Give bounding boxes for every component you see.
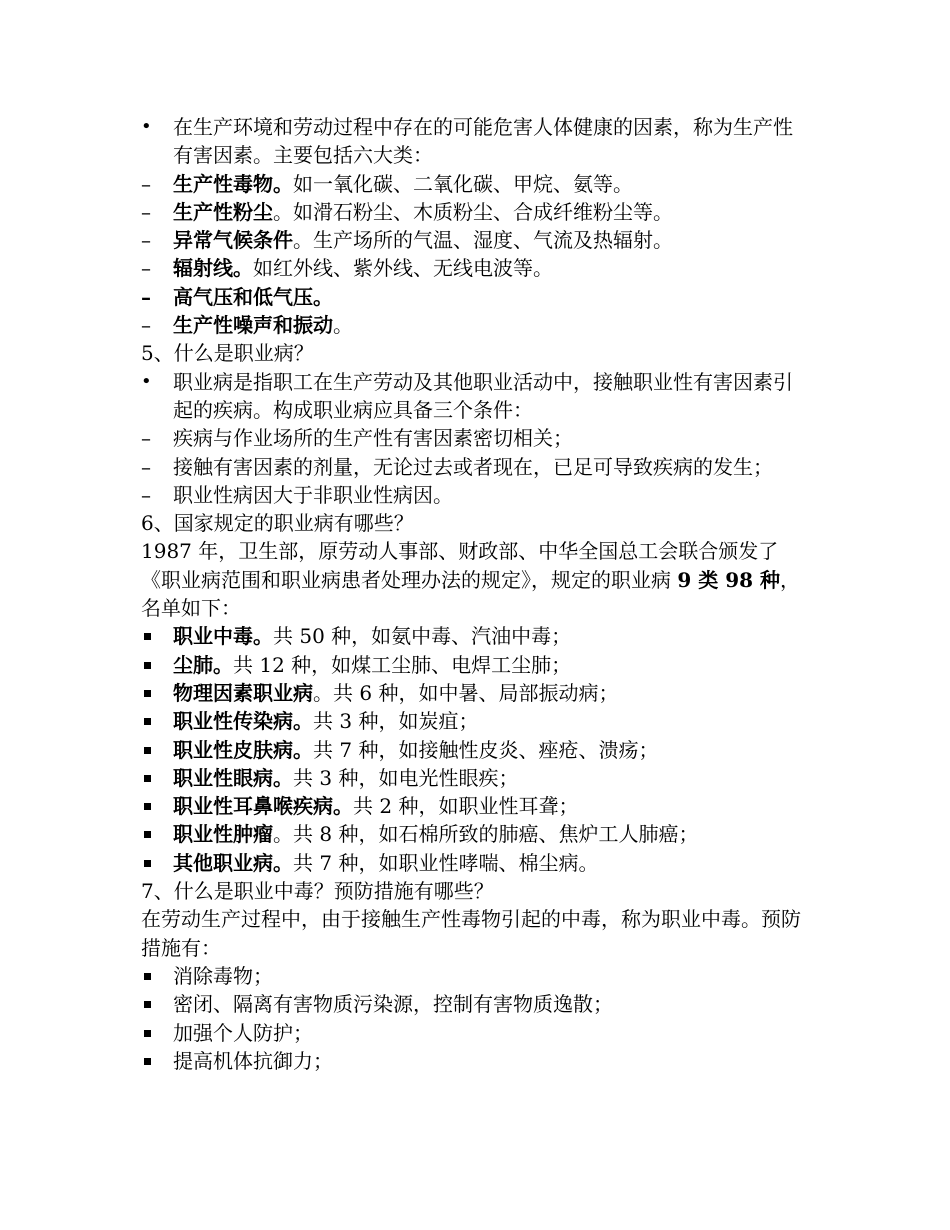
q6-intro-a: 1987 年，卫生部，原劳动人事部、财政部、中华全国总工会联合颁发了《职业病范围和职业病患者处理办法的规定》，规定的职业病 [141,539,779,592]
disease-title: 其他职业病。 [173,850,293,875]
q5-paragraph [141,368,811,425]
disease-item [141,622,811,650]
condition-item [141,424,811,452]
disease-desc: 共 3 种，如电光性眼疾； [293,765,519,790]
disease-item [141,764,811,792]
disease-title: 尘肺。 [173,652,233,677]
section-heading: 5、什么是职业病？ [141,341,314,366]
dash-marker: – [141,256,151,281]
section-heading: 6、国家规定的职业病有哪些？ [141,511,414,536]
condition-text: 接触有害因素的剂量，无论过去或者现在，已足可导致疾病的发生； [173,454,773,479]
square-bullet-icon [144,718,151,725]
disease-title: 职业中毒。 [173,624,273,649]
disease-desc: 共 7 种，如职业性哮喘、棉尘病。 [293,850,599,875]
disease-desc: 。共 8 种，如石棉所致的肺癌、焦炉工人肺癌； [273,822,699,847]
section-heading: 7、什么是职业中毒？预防措施有哪些？ [141,879,494,904]
hazard-desc: 。 [333,313,353,338]
disease-title: 职业性传染病。 [173,709,313,734]
disease-title: 职业性眼病。 [173,765,293,790]
disease-item [141,679,811,707]
measure-text: 提高机体抗御力； [173,1048,333,1073]
dash-marker: – [141,313,151,338]
square-bullet-icon [144,1001,151,1008]
hazard-desc: 如红外线、紫外线、无线电波等。 [253,256,553,281]
hazard-desc: 。生产场所的气温、湿度、气流及热辐射。 [293,228,673,253]
disease-desc: 共 7 种，如接触性皮炎、痤疮、溃疡； [313,737,659,762]
hazard-item [141,311,811,339]
measure-item [141,962,811,990]
square-bullet-icon [144,1030,151,1037]
bullet-marker: • [141,116,152,137]
square-bullet-icon [144,860,151,867]
disease-title: 物理因素职业病 [173,680,313,705]
intro-paragraph [141,113,811,170]
hazard-item [141,226,811,254]
measure-item [141,990,811,1018]
condition-item [141,481,811,509]
hazard-title: 高气压和低气压。 [173,284,333,309]
intro-text: 在生产环境和劳动过程中存在的可能危害人体健康的因素，称为生产性有害因素。主要包括六大类： [173,115,793,168]
hazard-desc: 如一氧化碳、二氧化碳、甲烷、氨等。 [293,171,633,196]
hazard-title: 辐射线。 [173,256,253,281]
dash-marker: – [141,199,151,224]
square-bullet-icon [144,662,151,669]
hazard-title: 生产性毒物。 [173,171,293,196]
q5-text: 职业病是指职工在生产劳动及其他职业活动中，接触职业性有害因素引起的疾病。构成职业病应具备三个条件： [173,369,793,422]
condition-item [141,453,811,481]
dash-marker: – [141,171,151,196]
disease-item [141,707,811,735]
hazard-desc: 。如滑石粉尘、木质粉尘、合成纤维粉尘等。 [273,199,673,224]
disease-title: 职业性耳鼻喉疾病。 [173,794,353,819]
measure-text: 密闭、隔离有害物质污染源，控制有害物质逸散； [173,992,613,1017]
hazard-title: 异常气候条件 [173,228,293,253]
disease-desc: 共 3 种，如炭疽； [313,709,479,734]
measure-item [141,1019,811,1047]
disease-desc: 共 12 种，如煤工尘肺、电焊工尘肺； [233,652,572,677]
dash-marker: – [141,426,151,451]
square-bullet-icon [144,690,151,697]
square-bullet-icon [144,803,151,810]
disease-title: 职业性皮肤病。 [173,737,313,762]
q7-paragraph: 在劳动生产过程中，由于接触生产性毒物引起的中毒，称为职业中毒。预防措施有： [141,907,801,960]
disease-desc: 共 50 种，如氨中毒、汽油中毒； [273,624,572,649]
measure-text: 消除毒物； [173,963,273,988]
dash-marker: – [141,284,151,309]
condition-text: 职业性病因大于非职业性病因。 [173,482,453,507]
hazard-title: 生产性粉尘 [173,199,273,224]
disease-item [141,792,811,820]
square-bullet-icon [144,831,151,838]
disease-item [141,736,811,764]
hazard-item [141,170,811,198]
square-bullet-icon [144,633,151,640]
disease-item [141,820,811,848]
q6-intro-bold: 9 类 98 种 [677,567,780,592]
hazard-item [141,198,811,226]
dash-marker: – [141,482,151,507]
q6-intro-b: ，名单如下： [141,567,800,621]
disease-item [141,849,811,877]
hazard-item [141,254,811,282]
disease-title: 职业性肿瘤 [173,822,273,847]
document-page [141,113,811,1075]
dash-marker: – [141,228,151,253]
q6-intro [141,537,811,622]
disease-desc: 。共 6 种，如中暑、局部振动病； [313,680,619,705]
hazard-item [141,283,811,311]
disease-item [141,651,811,679]
measure-item [141,1047,811,1075]
square-bullet-icon [144,973,151,980]
disease-desc: 共 2 种，如职业性耳聋； [353,794,579,819]
square-bullet-icon [144,775,151,782]
square-bullet-icon [144,1058,151,1065]
bullet-marker: • [141,370,152,392]
square-bullet-icon [144,747,151,754]
hazard-title: 生产性噪声和振动 [173,313,333,338]
condition-text: 疾病与作业场所的生产性有害因素密切相关； [173,426,573,451]
dash-marker: – [141,454,151,479]
measure-text: 加强个人防护； [173,1020,313,1045]
